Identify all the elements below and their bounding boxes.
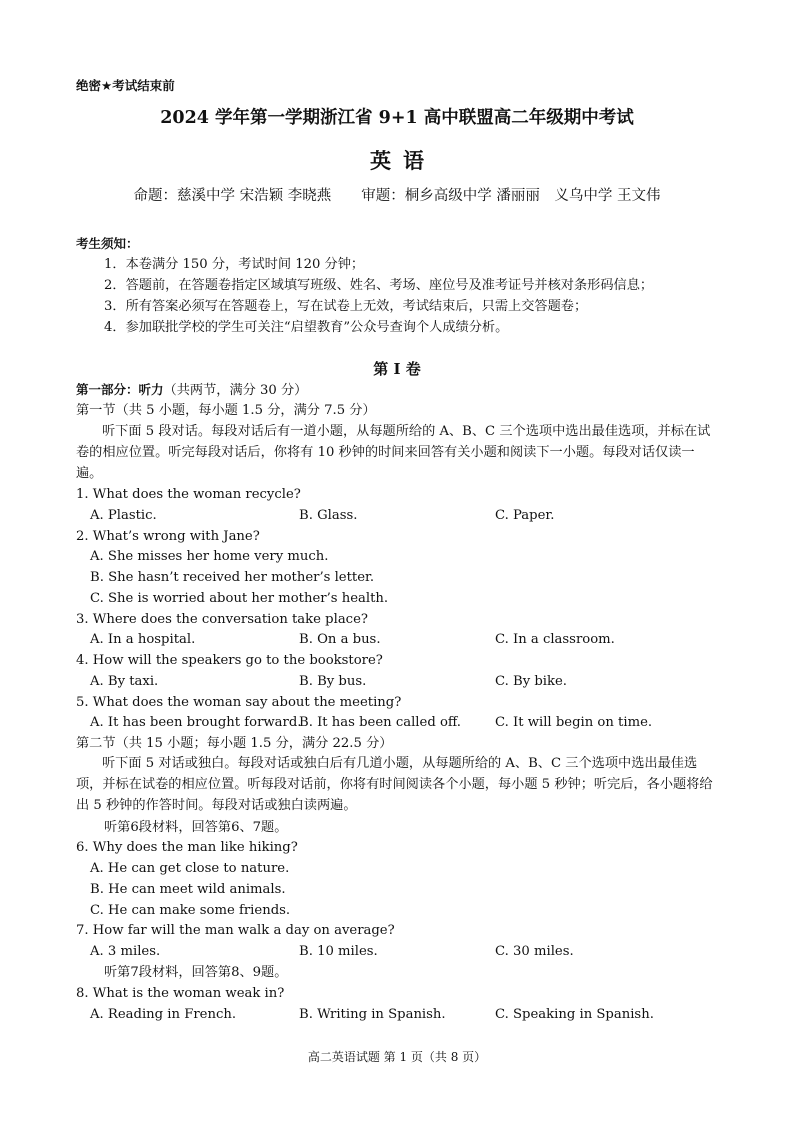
section1-instructions: 听下面 5 段对话。每段对话后有一道小题，从每题所给的 A、B、C 三个选项中选出最佳选项，并标在试卷的相应位置。听完每段对话后，你将有 10 秒钟的时间来回答有关小题和阅读下一小题。每段对话仅读一遍。	[76, 424, 711, 481]
option-b: B. He can meet wild animals.	[90, 882, 286, 897]
part1-heading	[76, 381, 307, 399]
exam-title: 2024 学年第一学期浙江省 9+1 高中联盟高二年级期中考试	[160, 108, 634, 128]
authors-line	[0, 186, 794, 206]
section1-title: 第一节（共 5 小题，每小题 1.5 分，满分 7.5 分）	[76, 403, 376, 418]
notice-heading: 考生须知：	[76, 236, 139, 251]
question-stem: 6. Why does the man like hiking?	[76, 840, 298, 855]
option-a: A. He can get close to nature.	[90, 861, 290, 876]
question-stem: 1. What does the woman recycle?	[76, 487, 301, 502]
option-b: B. On a bus.	[299, 632, 381, 647]
option-a: A. Reading in French.	[90, 1007, 237, 1022]
option-c: C. Speaking in Spanish.	[495, 1007, 654, 1022]
notice-item: 1．本卷满分 150 分，考试时间 120 分钟；	[104, 257, 365, 272]
option-c: C. In a classroom.	[495, 632, 615, 647]
option-b: B. 10 miles.	[299, 944, 378, 959]
option-c: C. Paper.	[495, 508, 555, 523]
option-c: C. It will begin on time.	[495, 715, 653, 730]
option-b: B. It has been called off.	[299, 715, 461, 730]
question-stem: 3. Where does the conversation take place?	[76, 612, 368, 627]
question-stem: 4. How will the speakers go to the bookstore?	[76, 653, 383, 668]
reviewer-credits: 审题：桐乡高级中学 潘丽丽 义乌中学 王文伟	[361, 188, 661, 204]
option-c: C. By bike.	[495, 674, 567, 689]
volume-heading: 第 I 卷	[373, 360, 421, 378]
material-note: 听第7段材料，回答第8、9题。	[104, 965, 288, 980]
option-a: A. It has been brought forward.	[90, 715, 302, 730]
option-a: A. She misses her home very much.	[90, 549, 329, 564]
part1-note: （共两节，满分 30 分）	[163, 383, 308, 398]
notice-item: 4．参加联批学校的学生可关注“启望教育”公众号查询个人成绩分析。	[104, 320, 509, 335]
section2-title: 第二节（共 15 小题；每小题 1.5 分，满分 22.5 分）	[76, 736, 393, 751]
option-b: B. Writing in Spanish.	[299, 1007, 446, 1022]
page-footer: 高二英语试题 第 1 页（共 8 页）	[307, 1050, 487, 1064]
part1-title: 第一部分：听力	[76, 382, 164, 397]
option-b: B. She hasn’t received her mother’s letter.	[90, 570, 375, 585]
option-a: A. Plastic.	[90, 508, 157, 523]
question-stem: 5. What does the woman say about the meeting?	[76, 695, 402, 710]
question-stem: 2. What’s wrong with Jane?	[76, 529, 260, 544]
option-b: B. By bus.	[299, 674, 367, 689]
confidential-mark: 绝密★考试结束前	[76, 78, 175, 93]
material-note: 听第6段材料，回答第6、7题。	[104, 820, 288, 835]
option-a: A. 3 miles.	[90, 944, 161, 959]
question-stem: 8. What is the woman weak in?	[76, 986, 285, 1001]
option-c: C. He can make some friends.	[90, 903, 291, 918]
option-c: C. She is worried about her mother’s health.	[90, 591, 389, 606]
setter-credits: 命题：慈溪中学 宋浩颖 李晓燕	[133, 188, 332, 204]
option-b: B. Glass.	[299, 508, 358, 523]
section2-instructions: 听下面 5 对话或独白。每段对话或独白后有几道小题，从每题所给的 A、B、C 三个选项中选出最佳选项，并标在试卷的相应位置。听每段对话前，你将有时间阅读各个小题，每小题 5 秒钟；听完后，各小题将给出 5 秒钟的作答时间。每段对话或独白读两遍。	[76, 756, 713, 813]
option-a: A. In a hospital.	[90, 632, 196, 647]
option-c: C. 30 miles.	[495, 944, 574, 959]
notice-item: 2．答题前，在答题卷指定区域填写班级、姓名、考场、座位号及准考证号并核对条形码信息；	[104, 278, 654, 293]
question-stem: 7. How far will the man walk a day on average?	[76, 923, 395, 938]
option-a: A. By taxi.	[90, 674, 159, 689]
notice-item: 3．所有答案必须写在答题卷上，写在试卷上无效，考试结束后，只需上交答题卷；	[104, 299, 588, 314]
subject-title: 英语	[370, 149, 436, 173]
